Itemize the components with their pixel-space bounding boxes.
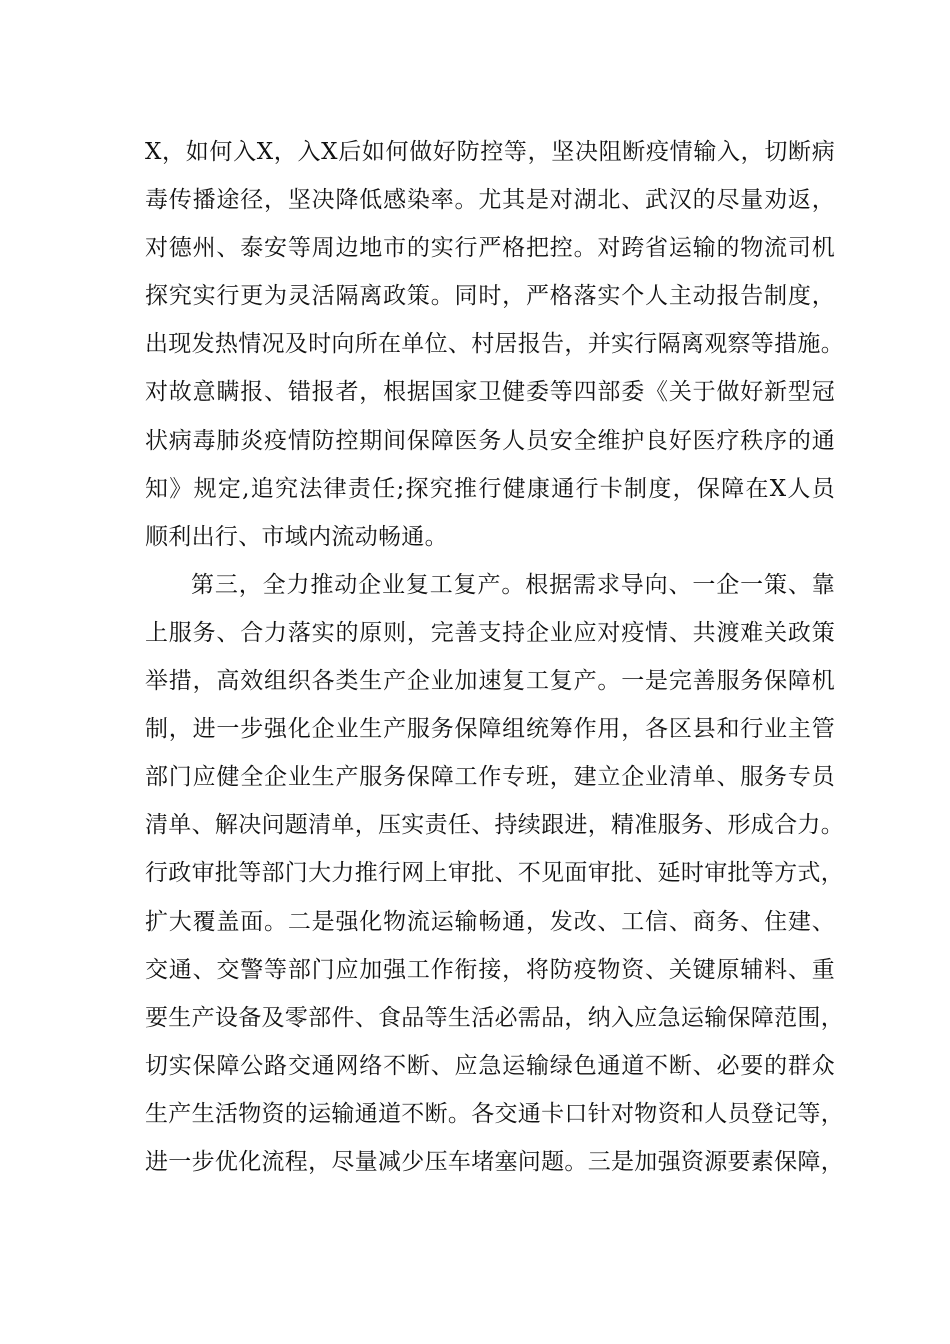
document-body (145, 128, 844, 1186)
text-line: 举措，高效组织各类生产企业加速复工复产。一是完善服务保障机 (145, 668, 835, 695)
text-line: X，如何入X，入X后如何做好防控等，坚决阻断疫情输入，切断病 (145, 139, 835, 165)
text-line: 部门应健全企业生产服务保障工作专班，建立企业清单、服务专员 (145, 764, 835, 791)
paragraph-continuation (145, 128, 844, 561)
text-line: 对故意瞒报、错报者，根据国家卫健委等四部委《关于做好新型冠 (145, 379, 835, 406)
text-line: 第三，全力推动企业复工复产。根据需求导向、一企一策、靠 (191, 571, 835, 598)
text-line: 出现发热情况及时向所在单位、村居报告，并实行隔离观察等措施。 (145, 331, 844, 358)
text-line: 要生产设备及零部件、食品等生活必需品，纳入应急运输保障范围， (145, 1004, 844, 1031)
text-line: 知》规定,追究法律责任;探究推行健康通行卡制度，保障在X人员 (145, 475, 835, 502)
paragraph-third-measure (145, 561, 844, 1186)
text-line: 切实保障公路交通网络不断、应急运输绿色通道不断、必要的群众 (145, 1052, 835, 1079)
text-line: 交通、交警等部门应加强工作衔接，将防疫物资、关键原辅料、重 (145, 956, 835, 983)
text-line: 生产生活物资的运输通道不断。各交通卡口针对物资和人员登记等， (145, 1100, 844, 1127)
text-line: 扩大覆盖面。二是强化物流运输畅通，发改、工信、商务、住建、 (145, 908, 835, 935)
text-line: 状病毒肺炎疫情防控期间保障医务人员安全维护良好医疗秩序的通 (145, 427, 835, 454)
text-line: 清单、解决问题清单，压实责任、持续跟进，精准服务、形成合力。 (145, 812, 844, 839)
text-line: 行政审批等部门大力推行网上审批、不见面审批、延时审批等方式， (145, 860, 844, 887)
text-line: 对德州、泰安等周边地市的实行严格把控。对跨省运输的物流司机 (145, 235, 835, 262)
text-line: 制，进一步强化企业生产服务保障组统筹作用，各区县和行业主管 (145, 716, 835, 743)
text-line: 毒传播途径，坚决降低感染率。尤其是对湖北、武汉的尽量劝返， (145, 187, 835, 214)
text-line: 进一步优化流程，尽量减少压车堵塞问题。三是加强资源要素保障， (145, 1148, 844, 1175)
text-line: 顺利出行、市域内流动畅通。 (145, 523, 448, 550)
text-line: 探究实行更为灵活隔离政策。同时，严格落实个人主动报告制度， (145, 283, 835, 310)
text-line: 上服务、合力落实的原则，完善支持企业应对疫情、共渡难关政策 (145, 619, 835, 646)
